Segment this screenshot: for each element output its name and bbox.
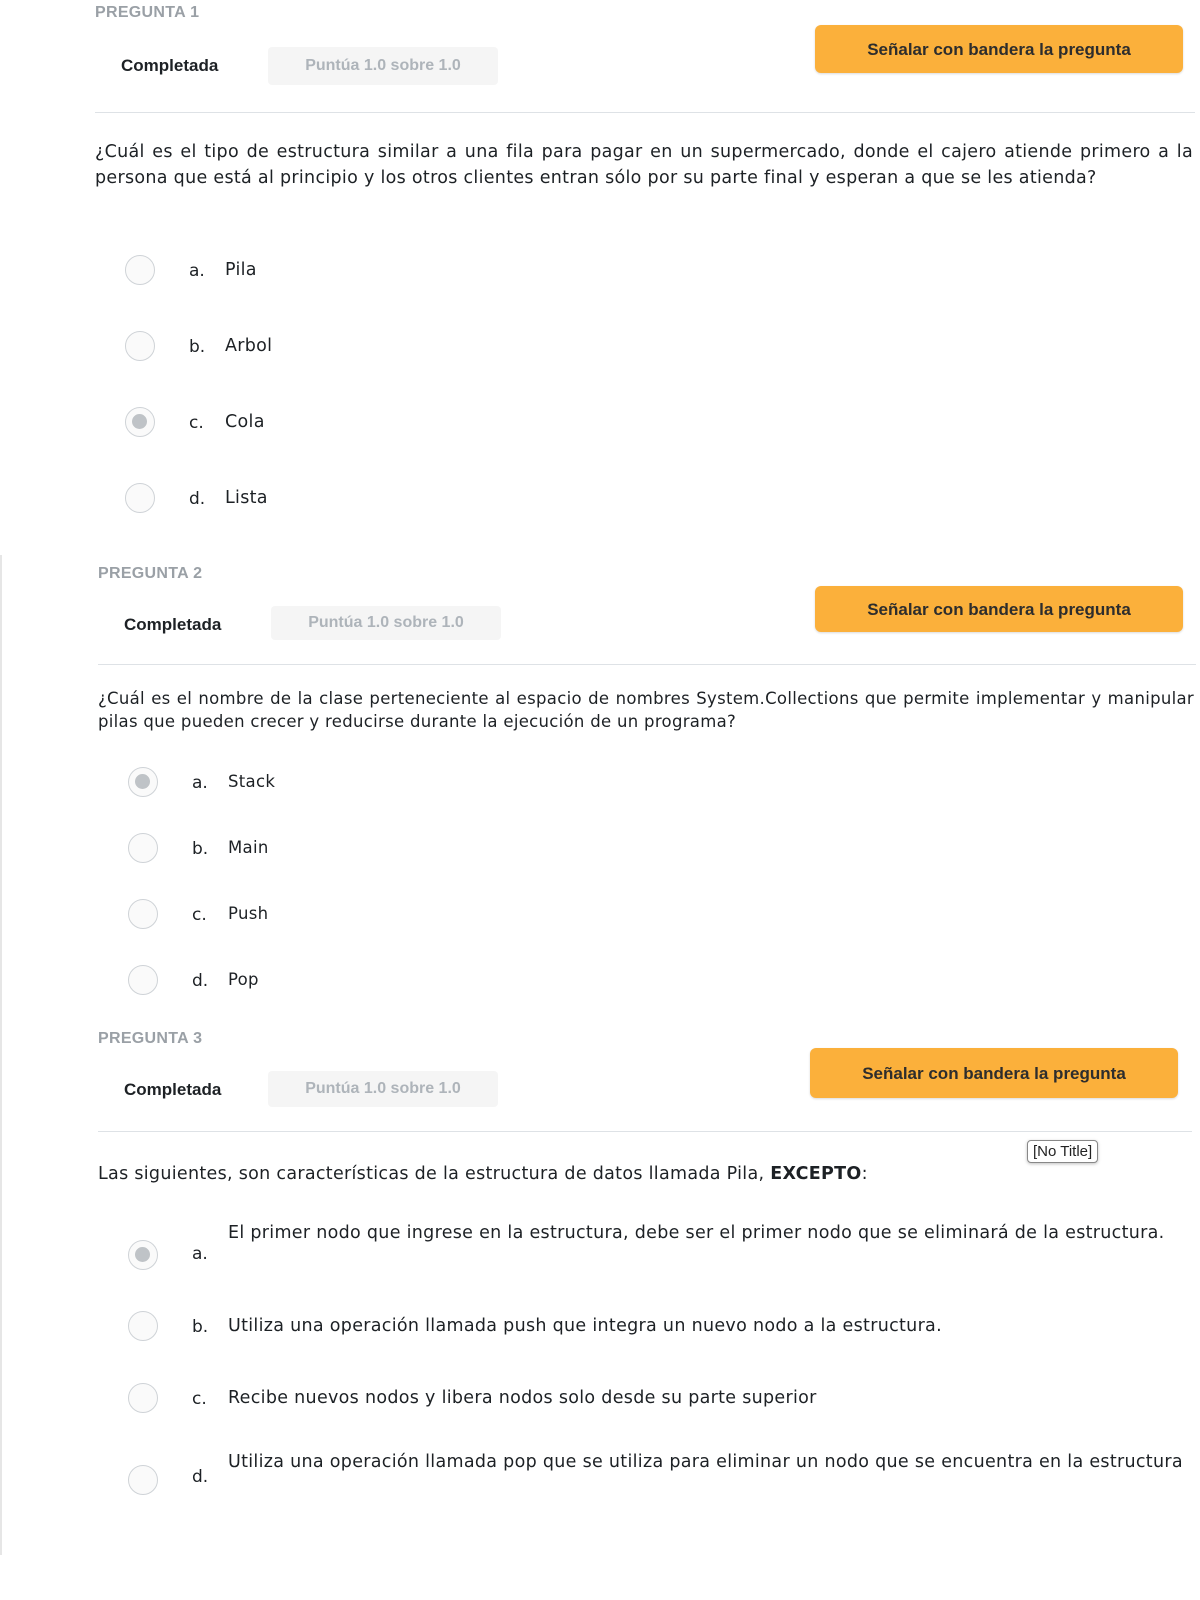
question-text: ¿Cuál es el nombre de la clase perteneciente al espacio de nombres System.Collections que permite implementar y manipular pilas que pueden crecer y reducirse durante la ejecución de un programa? [98,689,1194,731]
question-grade: Puntúa 1.0 sobre 1.0 [268,1071,498,1107]
question-grade: Puntúa 1.0 sobre 1.0 [271,606,501,640]
question-number: PREGUNTA 1 [95,4,200,21]
option-letter: b. [192,839,209,859]
radio-button[interactable] [125,255,155,285]
header-divider [95,112,1195,113]
header-divider [98,664,1196,665]
question-state: Completada [124,1080,222,1099]
option-letter: d. [189,489,206,509]
question-text-emphasis: EXCEPTO [770,1164,862,1184]
option-text: Arbol [225,336,273,356]
flag-question-button[interactable]: Señalar con bandera la pregunta [815,25,1183,73]
option-text: Cola [225,412,265,432]
question-number: PREGUNTA 2 [98,565,203,582]
option-letter: b. [192,1317,209,1337]
option-text: Pop [228,970,259,989]
question-3 [98,1026,1200,1526]
answer-option-c[interactable] [128,1383,1198,1417]
option-letter: a. [189,261,205,281]
radio-button-selected[interactable] [125,407,155,437]
flag-question-button[interactable]: Señalar con bandera la pregunta [810,1048,1178,1098]
answer-option-d[interactable] [128,1452,1198,1517]
answer-option-b[interactable] [125,331,725,365]
radio-button[interactable] [125,331,155,361]
radio-button-selected[interactable] [128,767,158,797]
option-text: Pila [225,260,257,280]
option-text: El primer nodo que ingrese en la estructura, debe ser el primer nodo que se eliminará de la estructura. [228,1223,1165,1243]
question-number: PREGUNTA 3 [98,1030,203,1047]
option-text: Push [228,904,269,923]
left-border [0,555,2,1555]
option-letter: d. [192,1467,209,1487]
radio-button[interactable] [128,965,158,995]
radio-button[interactable] [128,1311,158,1341]
option-letter: a. [192,773,208,793]
answer-option-d[interactable] [125,483,725,517]
answer-option-c[interactable] [128,899,728,933]
radio-button[interactable] [125,483,155,513]
option-letter: c. [192,1389,207,1409]
radio-button[interactable] [128,1383,158,1413]
option-text: Utiliza una operación llamada pop que se utiliza para eliminar un nodo que se encuentra en la estructura [228,1452,1183,1472]
answer-option-d[interactable] [128,965,728,999]
option-letter: c. [189,413,204,433]
question-text-main: Las siguientes, son características de la estructura de datos llamada Pila, [98,1164,771,1184]
question-grade: Puntúa 1.0 sobre 1.0 [268,47,498,85]
tooltip: [No Title] [1027,1140,1098,1163]
question-state: Completada [124,615,222,634]
question-text: ¿Cuál es el tipo de estructura similar a una fila para pagar en un supermercado, donde el cajero atiende primero a la persona que está al principio y los otros clientes entran sólo por su parte final y esperan a que se les atienda? [95,142,1193,188]
question-state: Completada [121,56,219,75]
answer-option-a[interactable] [125,255,725,289]
question-2 [98,561,1200,1011]
option-letter: c. [192,905,207,925]
question-1 [95,0,1200,550]
answer-option-a[interactable] [128,1223,1198,1286]
flag-question-button[interactable]: Señalar con bandera la pregunta [815,586,1183,632]
option-text: Utiliza una operación llamada push que integra un nuevo nodo a la estructura. [228,1316,942,1336]
option-text: Main [228,838,269,857]
radio-button[interactable] [128,833,158,863]
option-text: Recibe nuevos nodos y libera nodos solo desde su parte superior [228,1388,817,1408]
option-letter: d. [192,971,209,991]
option-letter: a. [192,1244,208,1264]
option-text: Stack [228,772,276,791]
header-divider [98,1131,1192,1132]
radio-button[interactable] [128,1465,158,1495]
radio-button[interactable] [128,899,158,929]
question-text [98,1161,1194,1187]
radio-button-selected[interactable] [128,1240,158,1270]
answer-option-c[interactable] [125,407,725,441]
answer-option-b[interactable] [128,833,728,867]
answer-option-a[interactable] [128,767,728,801]
option-letter: b. [189,337,206,357]
answer-option-b[interactable] [128,1311,1198,1345]
option-text: Lista [225,488,268,508]
question-text-end: : [861,1164,868,1184]
